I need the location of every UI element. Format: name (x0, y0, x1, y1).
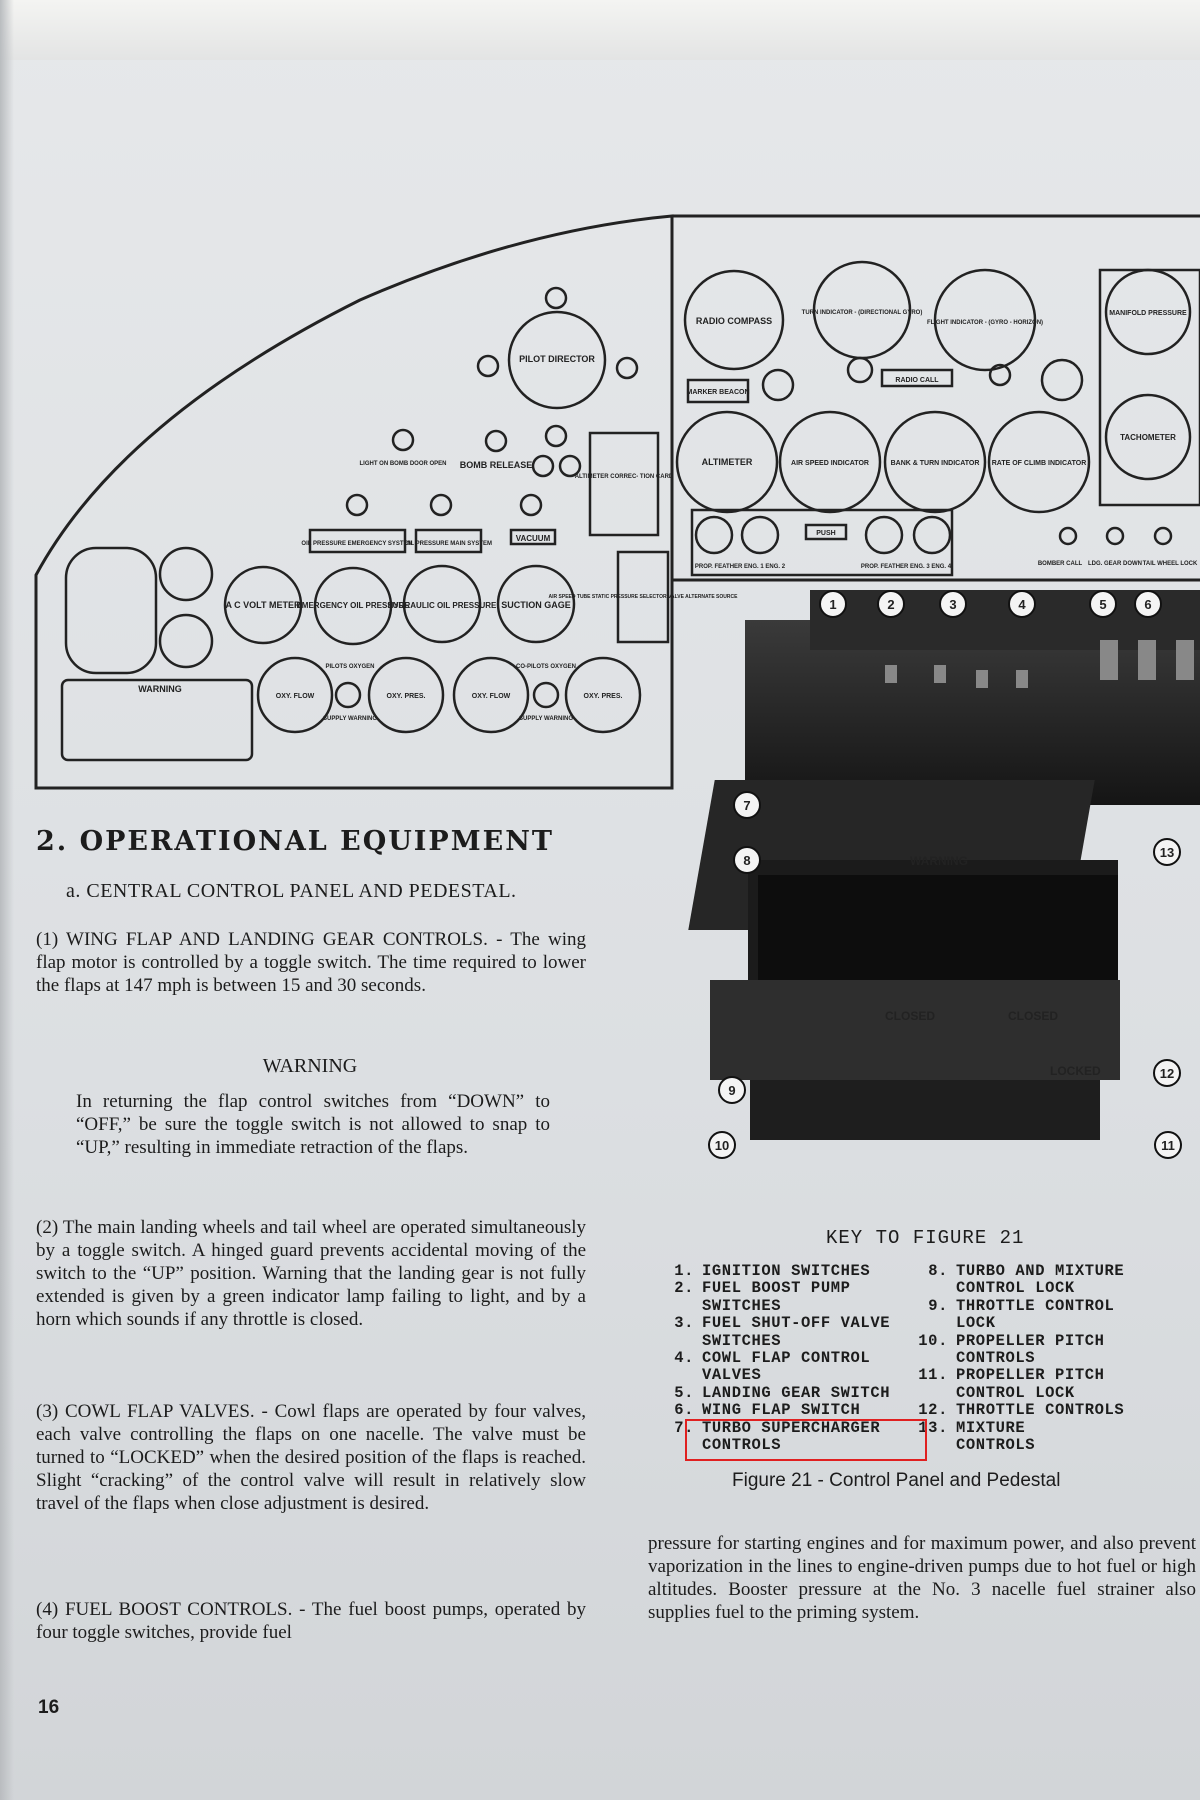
key-text: MIXTURE CONTROLS (956, 1418, 1036, 1455)
callout-13: 13 (1159, 845, 1175, 860)
key-num: 1. (674, 1262, 694, 1280)
pilot-director-label: PILOT DIRECTOR (519, 354, 595, 364)
manifold-pressure-label: MANIFOLD PRESSURE (1109, 310, 1187, 317)
push-label: PUSH (816, 530, 836, 537)
callout-2: 2 (887, 597, 895, 612)
rate-climb-label: RATE OF CLIMB INDICATOR (991, 460, 1087, 467)
key-text: PROPELLER PITCH CONTROL LOCK (956, 1366, 1105, 1402)
warning-text: In returning the flap control switches from “DOWN” to “OFF,” be sure the toggle switch is not allowed to snap to “UP,” resulting in immediate retraction of the flaps. (76, 1091, 550, 1158)
figure-caption: Figure 21 - Control Panel and Pedestal (732, 1470, 1061, 1491)
key-text: WING FLAP SWITCH (702, 1401, 861, 1420)
key-item (664, 1385, 934, 1402)
page-number: 16 (38, 1697, 60, 1718)
key-title: KEY TO FIGURE 21 (826, 1227, 1025, 1249)
key-num: 3. (674, 1314, 694, 1333)
copilot-supply-warning-label: SUPPLY WARNING (518, 716, 574, 722)
key-item (664, 1263, 934, 1280)
pedestal-photo (640, 580, 1200, 1200)
key-num: 2. (674, 1279, 694, 1298)
ac-volt-meter-label: A C VOLT METER (225, 600, 301, 610)
bomb-release-label: BOMB RELEASE (459, 460, 533, 470)
key-item (918, 1298, 1200, 1333)
key-item (664, 1280, 934, 1315)
key-text: COWL FLAP CONTROL VALVES (702, 1349, 871, 1385)
subsection-heading: a. CENTRAL CONTROL PANEL AND PEDESTAL. (66, 880, 517, 902)
warning-plate-text: WARNING (910, 854, 968, 868)
callout-3: 3 (949, 597, 957, 612)
key-item (918, 1367, 1200, 1402)
paragraph-wing-flap: (1) WING FLAP AND LANDING GEAR CONTROLS. - The wing flap motor is controlled by a toggle switch. The time required to lower the flaps at 147 mph is between 15 and 30 seconds. (36, 929, 586, 996)
key-text: TURBO AND MIXTURE CONTROL LOCK (956, 1262, 1125, 1298)
callout-4: 4 (1018, 597, 1026, 612)
key-num: 8. (928, 1262, 948, 1280)
key-num: 4. (674, 1349, 694, 1368)
copilots-oxygen-label: CO-PILOTS OXYGEN (515, 664, 577, 670)
key-text: PROPELLER PITCH CONTROLS (956, 1331, 1105, 1368)
flight-indicator-label: FLIGHT INDICATOR - (GYRO - HORIZON) (926, 320, 1044, 326)
ldg-gear-down-label: LDG. GEAR DOWN (1088, 561, 1142, 567)
prop-feather-1-label: PROP. FEATHER ENG. 1 ENG. 2 (694, 564, 786, 570)
key-num: 6. (674, 1401, 694, 1420)
tachometer-label: TACHOMETER (1120, 433, 1176, 442)
key-text: IGNITION SWITCHES (702, 1262, 871, 1280)
key-item (664, 1350, 934, 1385)
panel-warning-label: WARNING (138, 684, 182, 694)
key-num: 9. (928, 1296, 948, 1315)
hydraulic-oil-label: HYDRAULIC OIL PRESSURE (387, 601, 497, 610)
altimeter-label: ALTIMETER (701, 457, 753, 467)
paragraph-landing-gear: (2) The main landing wheels and tail wheel are operated simultaneously by a toggle switch. A hinged guard prevents accidental moving of the switch to the “UP” position. Warning that the landing gear is not fully extended is given by a green indicator lamp failing to light, and by a horn which sounds if any throttle is closed. (36, 1217, 586, 1330)
section-title: 2. OPERATIONAL EQUIPMENT (36, 826, 554, 857)
warning-heading: WARNING (262, 1055, 358, 1077)
callout-7: 7 (743, 798, 751, 813)
callout-9: 9 (728, 1083, 736, 1098)
key-list-right (918, 1263, 1200, 1454)
altimeter-card-label: ALTIMETER CORREC- TION CARD (574, 474, 674, 480)
callout-1: 1 (829, 597, 837, 612)
key-item (918, 1402, 1200, 1419)
bank-turn-label: BANK & TURN INDICATOR (890, 460, 980, 467)
paragraph-fuel-boost-continued: pressure for starting engines and for maximum power, and also prevent vaporization in the lines to engine-driven pumps due to hot fuel or high altitudes. Booster pressure at the No. 3 nacelle fuel strainer also supplies fuel to the priming system. (648, 1533, 1196, 1623)
callout-8: 8 (743, 853, 751, 868)
key-text: FUEL BOOST PUMP SWITCHES (702, 1279, 851, 1315)
callout-5: 5 (1099, 597, 1107, 612)
pilots-oxygen-label: PILOTS OXYGEN (325, 664, 375, 670)
locked-text: LOCKED (1050, 1064, 1101, 1078)
callout-6: 6 (1144, 597, 1152, 612)
key-item (918, 1263, 1200, 1298)
key-num: 7. (674, 1418, 694, 1437)
tail-wheel-lock-label: TAIL WHEEL LOCK (1142, 561, 1198, 567)
turn-indicator-label: TURN INDICATOR - (DIRECTIONAL GYRO) (801, 310, 923, 316)
callout-12: 12 (1159, 1066, 1175, 1081)
key-text: TURBO SUPERCHARGER CONTROLS (702, 1418, 881, 1455)
radio-call-label: RADIO CALL (895, 377, 939, 384)
key-num: 11. (918, 1366, 948, 1385)
key-item (664, 1402, 934, 1419)
copilot-oxy-flow-label: OXY. FLOW (471, 693, 511, 700)
suction-gage-label: SUCTION GAGE (501, 600, 571, 610)
bomb-door-light-label: LIGHT ON BOMB DOOR OPEN (359, 461, 447, 467)
callout-11: 11 (1161, 1138, 1175, 1153)
callout-10: 10 (714, 1138, 730, 1153)
key-num: 13. (918, 1418, 948, 1437)
closed-right-text: CLOSED (1008, 1009, 1059, 1023)
key-text: THROTTLE CONTROL LOCK (956, 1296, 1115, 1333)
key-num: 12. (918, 1401, 948, 1420)
radio-compass-label: RADIO COMPASS (695, 316, 773, 326)
pilot-oxy-pres-label: OXY. PRES. (386, 693, 426, 700)
pilot-oxy-flow-label: OXY. FLOW (275, 693, 315, 700)
marker-beacon-label: MARKER BEACON (686, 389, 750, 396)
vacuum-label: VACUUM (515, 534, 551, 543)
paragraph-cowl-flaps: (3) COWL FLAP VALVES. - Cowl flaps are operated by four valves, each valve controlling the flaps on one nacelle. The valve must be turned to “LOCKED” when the desired position of the flaps is reached. Slight “cracking” of the control valve will result in relatively slow travel of the flaps when close adjustment is desired. (36, 1401, 586, 1514)
prop-feather-2-label: PROP. FEATHER ENG. 3 ENG. 4 (860, 564, 952, 570)
oil-emergency-label: OIL PRESSURE EMERGENCY SYSTEM (301, 541, 413, 547)
air-speed-label: AIR SPEED INDICATOR (791, 460, 869, 467)
closed-left-text: CLOSED (885, 1009, 936, 1023)
key-num: 5. (674, 1383, 694, 1402)
paragraph-fuel-boost: (4) FUEL BOOST CONTROLS. - The fuel boost pumps, operated by four toggle switches, provide fuel (36, 1599, 586, 1643)
key-item (918, 1420, 1200, 1455)
bomber-call-label: BOMBER CALL (1037, 561, 1083, 567)
airspeed-selector-label: AIR SPEED TUBE STATIC PRESSURE SELECTOR VALVE ALTERNATE SOURCE (548, 594, 738, 600)
key-item (664, 1315, 934, 1350)
oil-main-label: OIL PRESSURE MAIN SYSTEM (404, 541, 492, 547)
key-item (918, 1333, 1200, 1368)
highlight-box (685, 1419, 927, 1461)
emergency-oil-label: EMERGENCY OIL PRESSURE (296, 601, 410, 610)
key-text: THROTTLE CONTROLS (956, 1401, 1125, 1420)
pilot-supply-warning-label: SUPPLY WARNING (322, 716, 378, 722)
key-text: LANDING GEAR SWITCH (702, 1383, 891, 1402)
copilot-oxy-pres-label: OXY. PRES. (583, 693, 623, 700)
key-num: 10. (918, 1331, 948, 1350)
key-text: FUEL SHUT-OFF VALVE SWITCHES (702, 1314, 891, 1350)
